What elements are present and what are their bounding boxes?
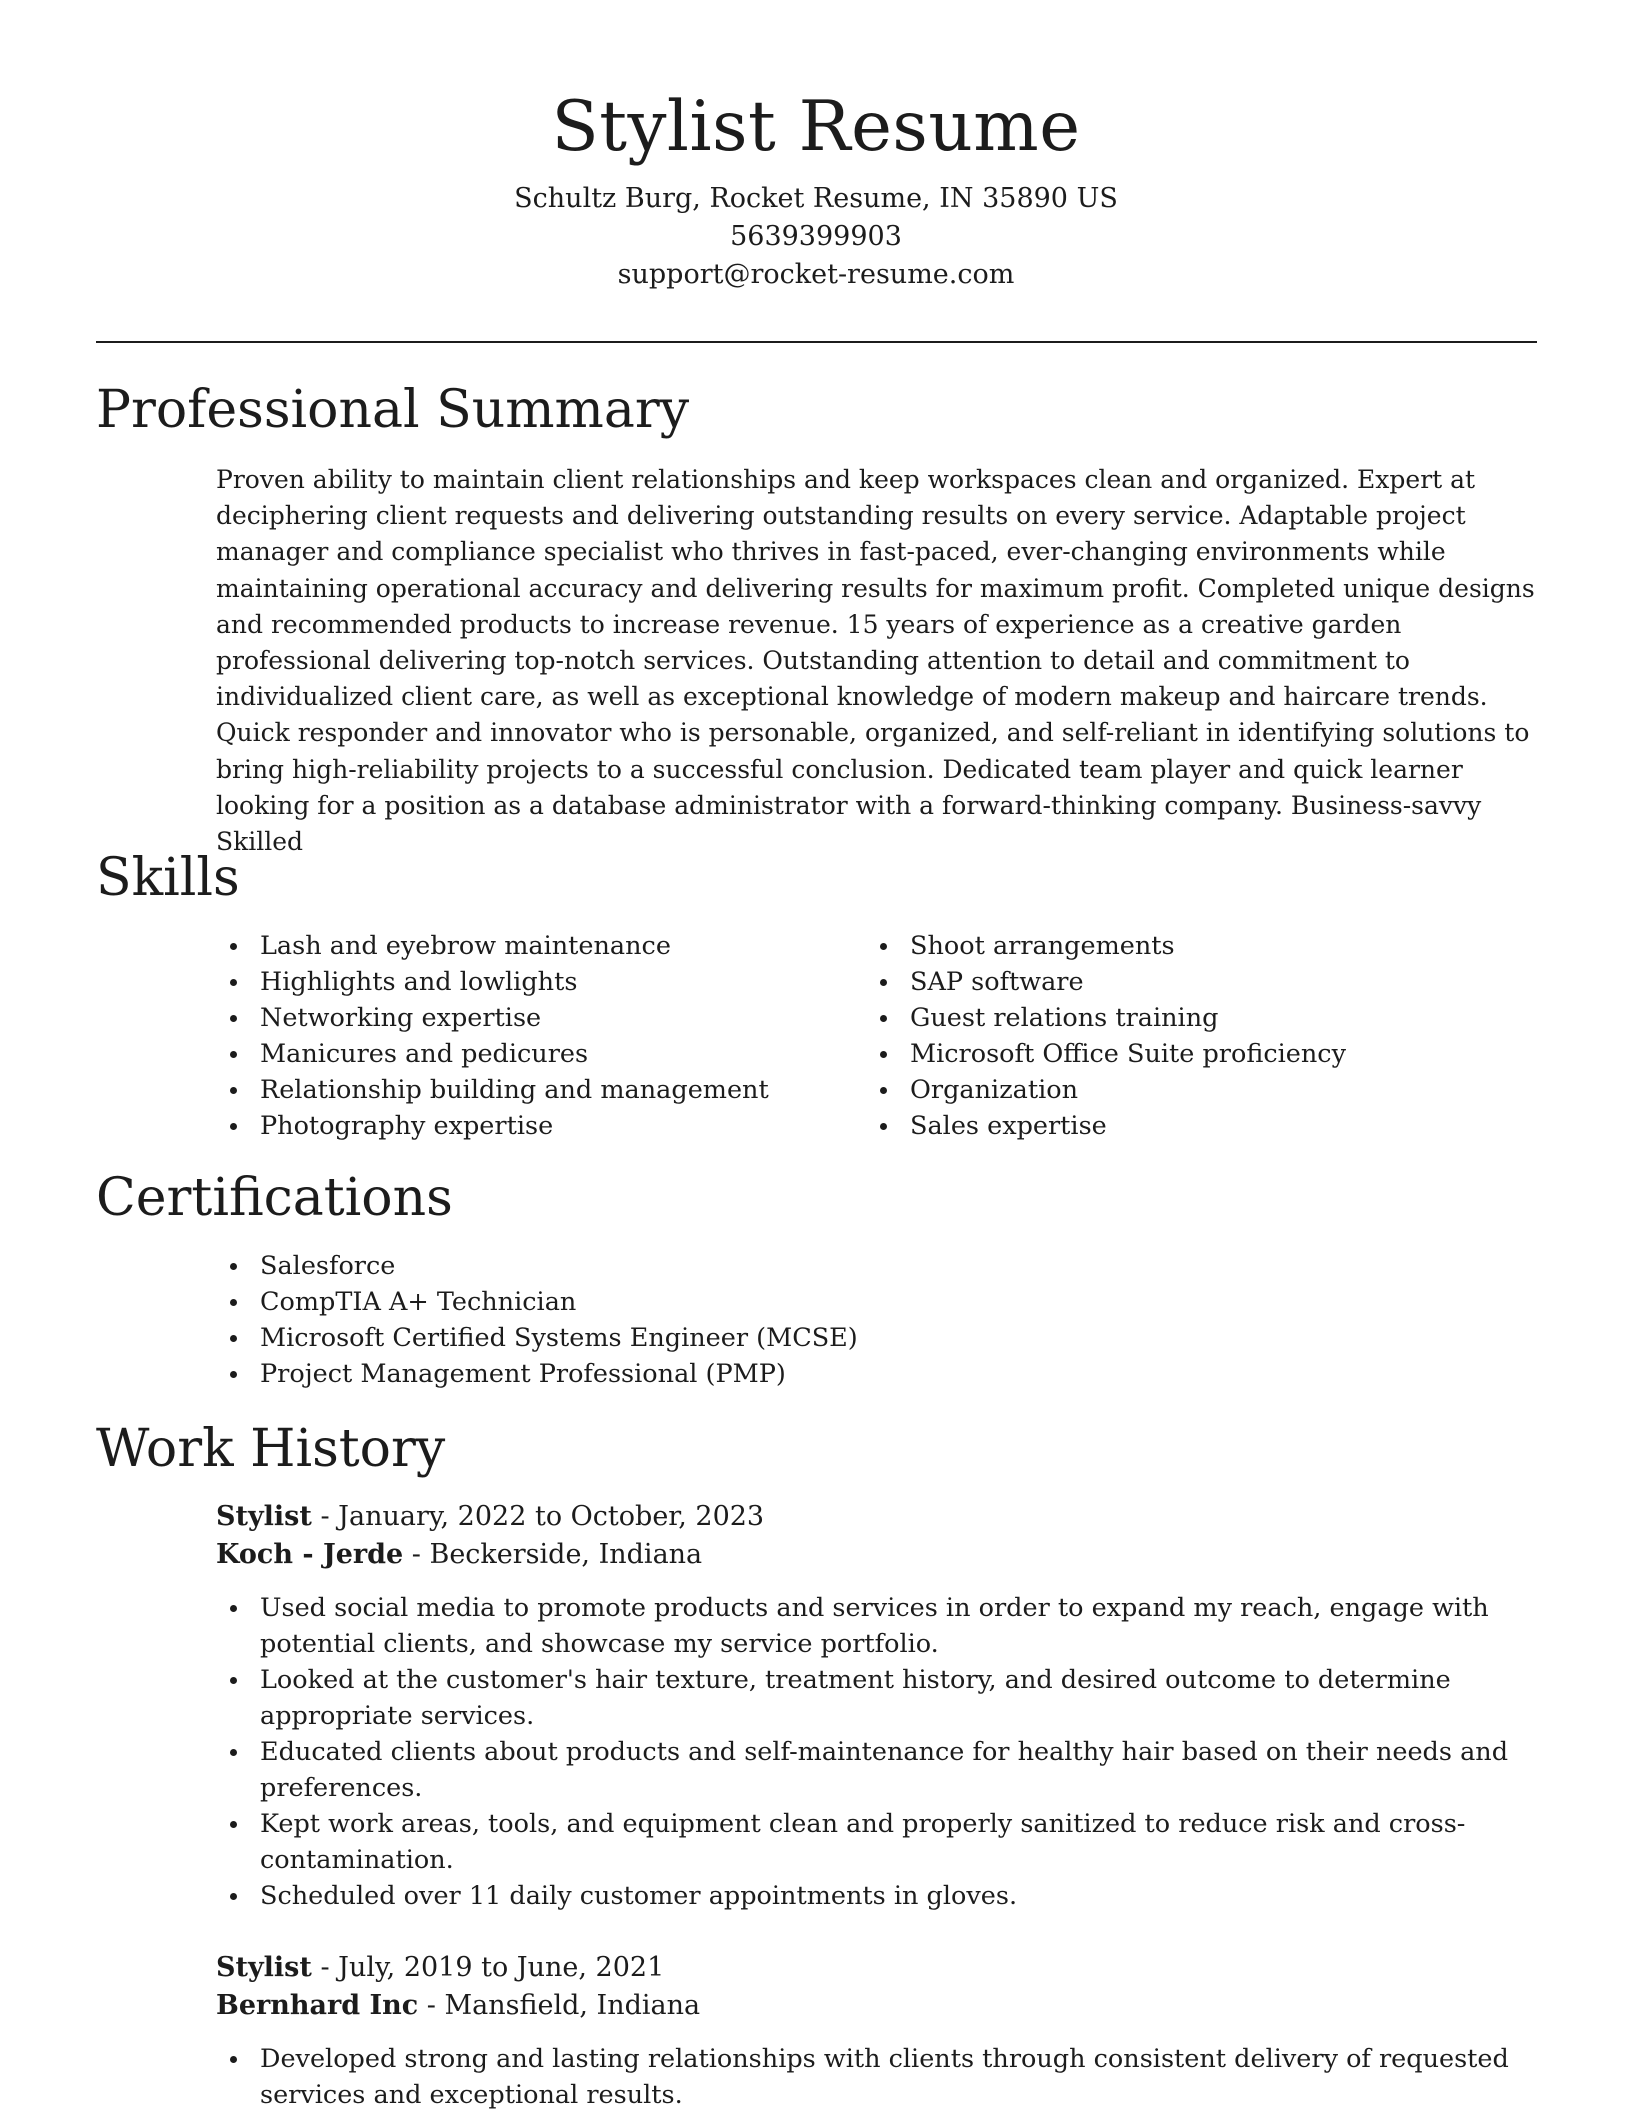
job-entry [216,1949,1537,2110]
list-item: Project Management Professional (PMP) [216,1356,1216,1392]
skills-heading: Skills [96,848,240,908]
certifications-heading: Certifications [96,1168,453,1228]
address: Schultz Burg, Rocket Resume, IN 35890 US [514,183,1118,214]
list-item: Used social media to promote products and services in order to expand my reach, engage with potential clients, and showcase my service portfolio. [216,1590,1537,1662]
header-divider [96,341,1537,343]
job-title-line [216,1949,1537,1987]
list-item: Manicures and pedicures [216,1036,836,1072]
job-dates: - July, 2019 to June, 2021 [311,1952,665,1983]
resume-header [0,82,1632,294]
summary-text: Proven ability to maintain client relationships and keep workspaces clean and organized. Expert at deciphering client requests and delivering outstanding results on every service. Adaptable project manager and compliance specialist who thrives in fast-paced, ever-changing environments while maintaining operational accuracy and delivering results for maximum profit. Completed unique designs and recommended products to increase revenue. 15 years of experience as a creative garden professional delivering top-notch services. Outstanding attention to detail and commitment to individualized client care, as well as exceptional knowledge of modern makeup and haircare trends. Quick responder and innovator who is personable, organized, and self-reliant in identifying solutions to bring high-reliability projects to a successful conclusion. Dedicated team player and quick learner looking for a position as a database administrator with a forward-thinking company. Business-savvy Skilled [216,465,1535,857]
list-item: Developed strong and lasting relationships with clients through consistent delivery of requested services and exceptional results. [216,2041,1537,2113]
list-item: Photography expertise [216,1108,836,1144]
list-item: Looked at the customer's hair texture, treatment history, and desired outcome to determine appropriate services. [216,1662,1537,1734]
job-company-line [216,1987,1537,2025]
list-item: Shoot arrangements [866,928,1486,964]
list-item: Organization [866,1072,1486,1108]
job-company: Bernhard Inc [216,1990,419,2021]
list-item: Microsoft Certified Systems Engineer (MCSE) [216,1320,1216,1356]
job-location: - Mansfield, Indiana [418,1990,701,2021]
email: support@rocket-resume.com [617,259,1015,290]
job-dates: - January, 2022 to October, 2023 [311,1501,765,1532]
list-item: Highlights and lowlights [216,964,836,1000]
certifications-section [96,1166,1537,1230]
phone: 5639399903 [730,221,902,252]
job-entry [216,1498,1537,1911]
list-item: Lash and eyebrow maintenance [216,928,836,964]
skills-list-left [216,928,836,1144]
job-company-line [216,1536,1537,1574]
summary-heading: Professional Summary [96,380,690,440]
list-item: Educated clients about products and self-maintenance for healthy hair based on their needs and preferences. [216,1734,1537,1806]
work-history-section [96,1417,1537,1481]
list-item: Kept work areas, tools, and equipment clean and properly sanitized to reduce risk and cross-contamination. [216,1806,1537,1878]
list-item: Networking expertise [216,1000,836,1036]
work-history-heading: Work History [96,1419,446,1479]
resume-title: Stylist Resume [551,87,1081,167]
job-location: - Beckerside, Indiana [403,1539,703,1570]
list-item: SAP software [866,964,1486,1000]
job-role: Stylist [216,1501,312,1532]
list-item: Relationship building and management [216,1072,836,1108]
skills-section [96,846,1537,910]
summary-section [96,378,1537,442]
list-item: Guest relations training [866,1000,1486,1036]
certifications-list [216,1248,1216,1392]
job-title-line [216,1498,1537,1536]
contact-info [0,180,1632,294]
job-duties [216,2041,1537,2113]
skills-list-right [866,928,1486,1144]
list-item: Scheduled over 11 daily customer appointments in gloves. [216,1878,1537,1914]
job-role: Stylist [216,1952,312,1983]
list-item: Microsoft Office Suite proficiency [866,1036,1486,1072]
list-item: Sales expertise [866,1108,1486,1144]
job-duties [216,1590,1537,1914]
list-item: CompTIA A+ Technician [216,1284,1216,1320]
list-item: Salesforce [216,1248,1216,1284]
job-company: Koch - Jerde [216,1539,404,1570]
